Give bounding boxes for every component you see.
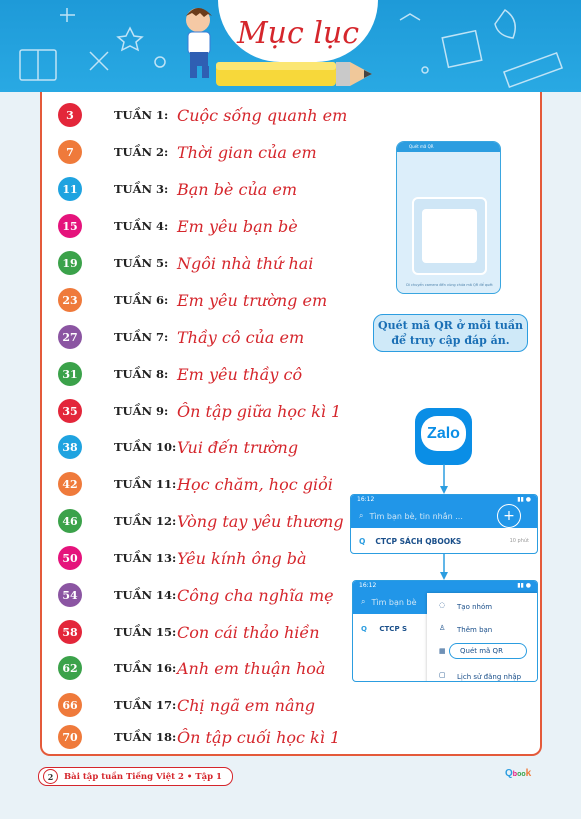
status-icons: ▮▮ ●	[517, 582, 531, 589]
lesson-title: Cuộc sống quanh em	[177, 105, 348, 125]
page-number-badge: 27	[58, 325, 82, 349]
lesson-title: Ôn tập giữa học kì 1	[177, 401, 342, 421]
popup-menu	[427, 593, 537, 682]
boy-mascot-icon	[178, 4, 222, 84]
lesson-title: Em yêu bạn bè	[177, 216, 298, 236]
week-label: TUẦN 6:	[114, 293, 169, 307]
page-number-badge: 70	[58, 725, 82, 749]
toc-row[interactable]	[58, 250, 314, 276]
page-number-badge: 15	[58, 214, 82, 238]
page-number-badge: 66	[58, 693, 82, 717]
qbooks-logo: Qbook	[505, 768, 532, 779]
status-icons: ▮▮ ●	[517, 496, 531, 503]
toc-row[interactable]	[58, 324, 305, 350]
toc-row[interactable]	[58, 213, 298, 239]
lesson-title: Anh em thuận hoà	[177, 658, 326, 678]
page-number-badge: 58	[58, 620, 82, 644]
search-icon: ⌕	[359, 511, 364, 520]
page-number-badge: 35	[58, 399, 82, 423]
history-icon: ▢	[439, 671, 446, 679]
toc-row[interactable]	[58, 398, 342, 424]
toc-row[interactable]	[58, 545, 307, 571]
lesson-title: Công cha nghĩa mẹ	[177, 585, 334, 605]
search-icon: ⌕	[361, 597, 366, 606]
week-label: TUẦN 5:	[114, 256, 169, 270]
qr-scan-area	[422, 209, 477, 263]
phone-title-bar: Quét mã QR	[397, 142, 500, 152]
qr-icon: ▦	[439, 647, 446, 655]
qbooks-avatar-icon: Q	[361, 625, 367, 633]
page-number-badge: 46	[58, 509, 82, 533]
add-friend-icon: ♙	[439, 624, 446, 632]
lesson-title: Em yêu thầy cô	[177, 364, 303, 384]
toc-row[interactable]	[58, 655, 326, 681]
menu-item-add-friend[interactable]: Thêm bạn	[457, 626, 493, 634]
week-label: TUẦN 1:	[114, 108, 169, 122]
zalo-screen-2	[352, 580, 538, 682]
week-label: TUẦN 9:	[114, 404, 169, 418]
lesson-title: Em yêu trường em	[177, 290, 328, 310]
chat-time: 10 phút	[509, 538, 529, 544]
page-number-badge: 38	[58, 435, 82, 459]
qr-scan-frame	[412, 197, 487, 275]
week-label: TUẦN 3:	[114, 182, 169, 196]
week-label: TUẦN 2:	[114, 145, 169, 159]
week-label: TUẦN 10:	[114, 440, 177, 454]
toc-row[interactable]	[58, 508, 344, 534]
qbooks-avatar-icon: Q	[359, 536, 366, 546]
lesson-title: Chị ngã em nâng	[177, 695, 316, 715]
page-number-badge: 7	[58, 140, 82, 164]
zalo-logo-icon	[415, 408, 472, 465]
toc-row[interactable]	[58, 582, 334, 608]
footer-book-title	[38, 767, 233, 786]
week-label: TUẦN 18:	[114, 730, 177, 744]
page-number-badge: 23	[58, 288, 82, 312]
add-button[interactable]: +	[497, 504, 521, 528]
page-number-badge: 11	[58, 177, 82, 201]
toc-row[interactable]	[58, 287, 328, 313]
week-label: TUẦN 4:	[114, 219, 169, 233]
toc-row[interactable]	[58, 471, 333, 497]
page-number: 2	[43, 769, 58, 784]
page-number-badge: 50	[58, 546, 82, 570]
header-banner	[0, 0, 581, 92]
page-number-badge: 54	[58, 583, 82, 607]
week-label: TUẦN 14:	[114, 588, 177, 602]
search-placeholder: Tìm bạn bè	[371, 597, 417, 607]
note-line-2: để truy cập đáp án.	[391, 334, 510, 347]
chat-row[interactable]	[361, 625, 407, 633]
week-label: TUẦN 8:	[114, 367, 169, 381]
menu-item-create-group[interactable]: Tạo nhóm	[457, 603, 493, 611]
week-label: TUẦN 16:	[114, 661, 177, 675]
toc-row[interactable]	[58, 619, 320, 645]
page-number-badge: 31	[58, 362, 82, 386]
page-title: Mục lục	[236, 15, 360, 51]
pencil-icon	[206, 58, 376, 92]
chat-name: CTCP S	[379, 625, 408, 633]
page-number-badge: 62	[58, 656, 82, 680]
page-number-badge: 42	[58, 472, 82, 496]
status-time: 16:12	[357, 496, 375, 503]
toc-row[interactable]	[58, 139, 317, 165]
zalo-logo-text: Zalo	[421, 416, 466, 451]
chat-name: CTCP SÁCH QBOOKS	[375, 536, 462, 546]
toc-row[interactable]	[58, 434, 299, 460]
toc-row[interactable]	[58, 724, 341, 750]
week-label: TUẦN 17:	[114, 698, 177, 712]
menu-item-login-history[interactable]: Lịch sử đăng nhập	[457, 673, 522, 681]
toc-row[interactable]	[58, 361, 303, 387]
toc-row[interactable]	[58, 102, 348, 128]
week-label: TUẦN 15:	[114, 625, 177, 639]
menu-item-scan-qr[interactable]: Quét mã QR	[449, 643, 527, 659]
qr-instruction-note	[373, 314, 528, 352]
lesson-title: Con cái thảo hiền	[177, 622, 320, 642]
week-label: TUẦN 12:	[114, 514, 177, 528]
group-icon: ◌	[439, 601, 446, 609]
zalo-screen-1	[350, 494, 538, 554]
toc-row[interactable]	[58, 692, 316, 718]
lesson-title: Bạn bè của em	[177, 179, 298, 199]
week-label: TUẦN 7:	[114, 330, 169, 344]
toc-row[interactable]	[58, 176, 298, 202]
qr-scanner-phone	[396, 141, 501, 294]
lesson-title: Ôn tập cuối học kì 1	[177, 727, 341, 747]
lesson-title: Ngôi nhà thứ hai	[177, 253, 314, 273]
week-label: TUẦN 11:	[114, 477, 177, 491]
page-number-badge: 19	[58, 251, 82, 275]
book-title: Bài tập tuần Tiếng Việt 2 • Tập 1	[64, 771, 222, 782]
lesson-title: Yêu kính ông bà	[177, 548, 307, 568]
page-number-badge: 3	[58, 103, 82, 127]
lesson-title: Thời gian của em	[177, 142, 317, 162]
search-placeholder: Tìm bạn bè, tin nhắn ...	[369, 511, 463, 521]
qr-scan-caption: Di chuyển camera đến vùng chứa mã QR để quét	[406, 283, 493, 287]
week-label: TUẦN 13:	[114, 551, 177, 565]
lesson-title: Thầy cô của em	[177, 327, 305, 347]
status-time: 16:12	[359, 582, 377, 589]
lesson-title: Vòng tay yêu thương	[177, 511, 344, 531]
lesson-title: Vui đến trường	[177, 437, 299, 457]
chat-row[interactable]	[351, 528, 537, 554]
note-line-1: Quét mã QR ở mỗi tuần	[378, 319, 523, 332]
lesson-title: Học chăm, học giỏi	[177, 474, 333, 494]
